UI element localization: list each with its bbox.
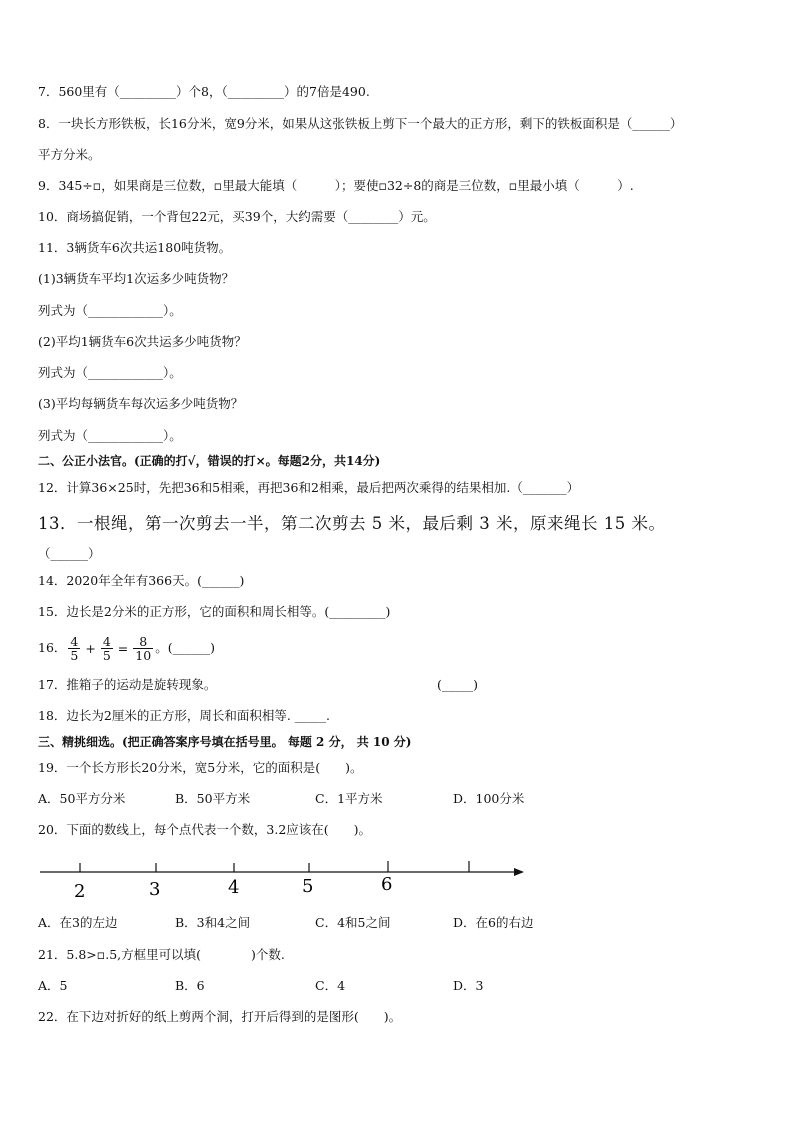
q22: 22．在下边对折好的纸上剪两个洞，打开后得到的是图形( )。 xyxy=(38,1009,402,1024)
q9: 9．345÷▫，如果商是三位数，▫里最大能填（ ）；要使▫32÷8的商是三位数，▫里最小填（ ）. xyxy=(38,178,634,193)
q13-line2: （______） xyxy=(38,546,101,561)
plus-sign: + xyxy=(85,640,96,656)
fraction-2-denominator: 5 xyxy=(102,648,111,663)
q16 xyxy=(38,628,215,669)
q16-label: 16． xyxy=(38,640,67,655)
number-line-arrow xyxy=(514,868,524,876)
q11-part1-answer: 列式为（____________）。 xyxy=(38,303,182,318)
q7: 7．560里有（_________）个8，（_________）的7倍是490. xyxy=(38,84,370,99)
q19-option-a[interactable]: A．50平方分米 xyxy=(38,791,126,806)
fraction-1-numerator: 4 xyxy=(70,634,79,649)
q21-option-d[interactable]: D．3 xyxy=(453,978,484,993)
section-3-heading: 三、精挑细选。(把正确答案序号填在括号里。 每题 2 分， 共 10 分) xyxy=(38,735,412,749)
q20: 20．下面的数线上，每个点代表一个数，3.2应该在( )。 xyxy=(38,822,372,837)
q11-part3: (3)平均每辆货车每次运多少吨货物？ xyxy=(38,396,244,411)
q19: 19．一个长方形长20分米，宽5分米，它的面积是( )。 xyxy=(38,760,363,775)
q11-part1: (1)3辆货车平均1次运多少吨货物？ xyxy=(38,271,235,286)
q11-part2: (2)平均1辆货车6次共运多少吨货物？ xyxy=(38,334,247,349)
number-line-label-3: 3 xyxy=(149,879,161,900)
fraction-3-numerator: 8 xyxy=(133,635,153,649)
q11-part2-answer: 列式为（____________）。 xyxy=(38,365,182,380)
number-line-label-2: 2 xyxy=(74,881,86,902)
q12: 12．计算36×25时，先把36和5相乘，再把36和2相乘，最后把两次乘得的结果相加.（_______） xyxy=(38,480,580,495)
q20-option-a[interactable]: A．在3的左边 xyxy=(38,915,118,930)
q17: 17．推箱子的运动是旋转现象。 xyxy=(38,677,217,692)
q8-line2: 平方分米。 xyxy=(38,147,101,162)
q15: 15．边长是2分米的正方形，它的面积和周长相等。(_________) xyxy=(38,604,391,619)
q11-part3-answer: 列式为（____________）。 xyxy=(38,428,182,443)
fraction-2 xyxy=(101,635,113,662)
fraction-2-numerator: 4 xyxy=(102,634,111,649)
fraction-3-denominator: 10 xyxy=(135,648,152,663)
section-2-heading: 二、公正小法官。(正确的打√，错误的打×。每题2分，共14分) xyxy=(38,454,381,468)
q16-tail: 。(______) xyxy=(155,640,215,655)
number-line-label-5: 5 xyxy=(302,876,314,897)
q18: 18．边长为2厘米的正方形，周长和面积相等. _____. xyxy=(38,708,331,723)
q13-line1: 13．一根绳，第一次剪去一半，第二次剪去 5 米，最后剩 3 米，原来绳长 15 米。 xyxy=(38,514,666,533)
q21: 21．5.8>▫.5,方框里可以填( )个数. xyxy=(38,947,285,962)
q20-option-c[interactable]: C．4和5之间 xyxy=(315,915,391,930)
q11: 11．3辆货车6次共运180吨货物。 xyxy=(38,240,232,255)
q14: 14．2020年全年有366天。(______) xyxy=(38,573,245,588)
q21-option-a[interactable]: A．5 xyxy=(38,978,68,993)
fraction-1 xyxy=(68,635,80,662)
fraction-1-denominator: 5 xyxy=(70,648,79,663)
number-line xyxy=(38,852,538,902)
q17-blank: (_____) xyxy=(437,677,479,692)
q10: 10．商场搞促销，一个背包22元，买39个，大约需要（________）元。 xyxy=(38,209,436,224)
q19-option-c[interactable]: C．1平方米 xyxy=(315,791,383,806)
q20-option-d[interactable]: D．在6的右边 xyxy=(453,915,534,930)
q8-line1: 8．一块长方形铁板，长16分米，宽9分米，如果从这张铁板上剪下一个最大的正方形，剩下的铁板面积是（______） xyxy=(38,116,683,131)
q21-option-b[interactable]: B．6 xyxy=(175,978,205,993)
q20-option-b[interactable]: B．3和4之间 xyxy=(175,915,251,930)
q19-option-d[interactable]: D．100分米 xyxy=(453,791,525,806)
q21-option-c[interactable]: C．4 xyxy=(315,978,346,993)
fraction-3 xyxy=(133,635,153,662)
q19-option-b[interactable]: B．50平方米 xyxy=(175,791,251,806)
number-line-label-6: 6 xyxy=(381,874,393,895)
equals-sign: = xyxy=(117,640,129,656)
number-line-label-4: 4 xyxy=(228,877,240,898)
